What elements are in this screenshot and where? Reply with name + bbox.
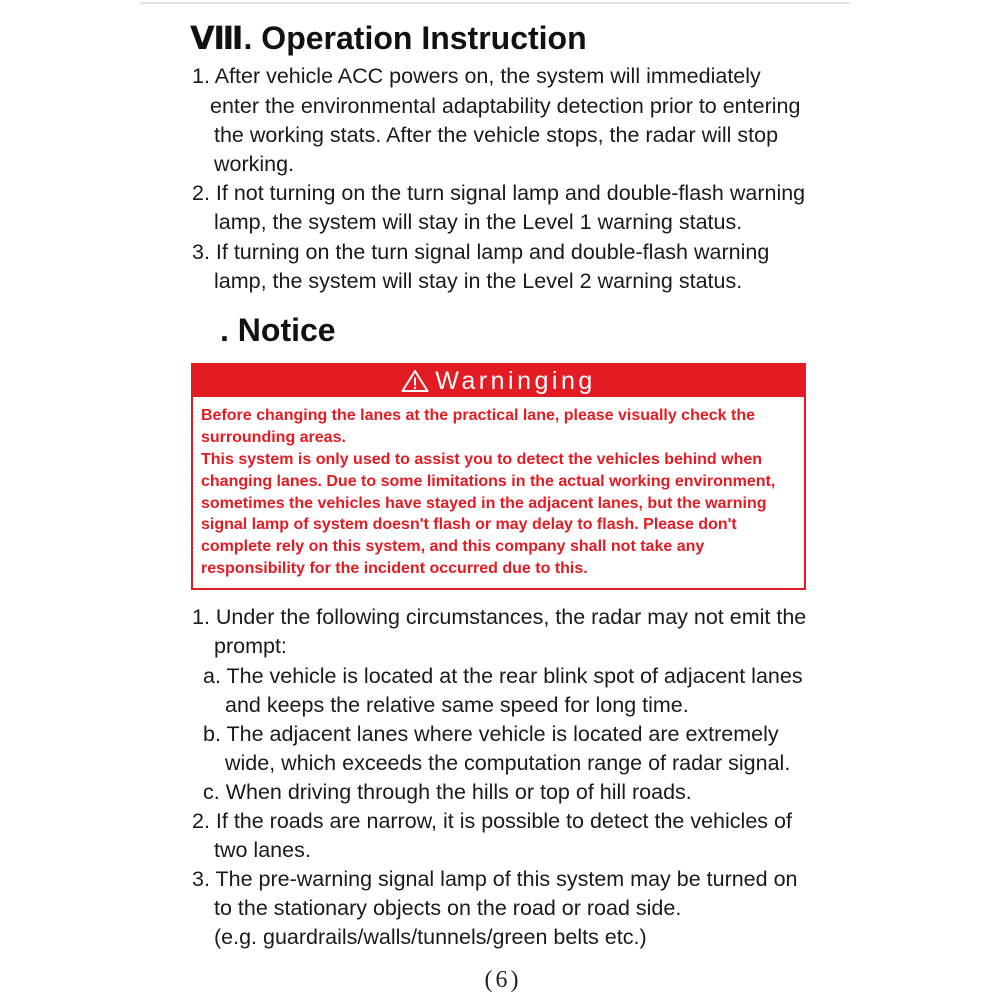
sub-item-c (0, 778, 1000, 807)
list-item-line: 1. After vehicle ACC powers on, the system will immediately (192, 64, 761, 89)
sub-item-line: a. The vehicle is located at the rear blink spot of adjacent lanes (203, 663, 803, 688)
sub-item-line: c. When driving through the hills or top of hill roads. (203, 779, 692, 804)
sub-item-a (0, 662, 1000, 720)
list-item-line: enter the environmental adaptability detection prior to entering (210, 93, 801, 118)
section-heading-notice: . Notice (220, 312, 336, 348)
operation-instruction-list (0, 62, 1000, 296)
list-item-line: 3. The pre-warning signal lamp of this system may be turned on (192, 867, 798, 892)
sub-item-b (0, 720, 1000, 778)
sub-item-line: wide, which exceeds the computation range of radar signal. (225, 750, 791, 775)
warning-line: complete rely on this system, and this company shall not take any (201, 538, 705, 556)
list-item-line: working. (214, 151, 295, 176)
list-item-2 (0, 807, 1000, 865)
warning-line: changing lanes. Due to some limitations in the actual working environment, (201, 472, 776, 490)
list-item-line: two lanes. (214, 838, 311, 863)
list-item-line: lamp, the system will stay in the Level 1 warning status. (214, 210, 743, 235)
warning-box (191, 363, 806, 590)
section-heading-operation-instruction: Ⅷ. Operation Instruction (190, 20, 587, 56)
warning-icon (401, 369, 429, 393)
warning-line: responsibility for the incident occurred due to this. (201, 560, 588, 578)
warning-line: signal lamp of system doesn't flash or may delay to flash. Please don't (201, 516, 737, 534)
sub-item-line: b. The adjacent lanes where vehicle is located are extremely (203, 721, 779, 746)
list-item-line: prompt: (214, 634, 287, 659)
list-item-line: the working stats. After the vehicle stops, the radar will stop (214, 122, 779, 147)
warning-line: Before changing the lanes at the practical lane, please visually check the (201, 407, 755, 424)
sub-item-line: and keeps the relative same speed for long time. (225, 692, 689, 717)
notice-list (0, 603, 1000, 952)
warning-header (193, 365, 804, 397)
list-item-line: 2. If not turning on the turn signal lamp and double-flash warning (192, 181, 806, 206)
list-item-line: (e.g. guardrails/walls/tunnels/green belts etc.) (214, 925, 647, 950)
list-item-line: 3. If turning on the turn signal lamp and double-flash warning (192, 239, 770, 264)
list-item-line: 2. If the roads are narrow, it is possible to detect the vehicles of (192, 809, 792, 834)
list-item-line: 1. Under the following circumstances, the radar may not emit the (192, 605, 807, 630)
warning-line: sometimes the vehicles have stayed in the adjacent lanes, but the warning (201, 494, 767, 512)
list-item-line: lamp, the system will stay in the Level 2 warning status. (214, 268, 743, 293)
list-item-1 (0, 62, 1000, 179)
list-item-1 (0, 603, 1000, 807)
list-item-line: to the stationary objects on the road or road side. (214, 896, 682, 921)
warning-line: This system is only used to assist you to detect the vehicles behind when (201, 450, 763, 468)
list-item-3 (0, 865, 1000, 952)
warning-body (193, 397, 804, 588)
list-item-3 (0, 238, 1000, 296)
warning-line: surrounding areas. (201, 428, 346, 446)
page-number: (6) (484, 967, 522, 993)
warning-title: Warninging (435, 367, 596, 395)
top-rule (140, 2, 850, 4)
list-item-2 (0, 179, 1000, 237)
